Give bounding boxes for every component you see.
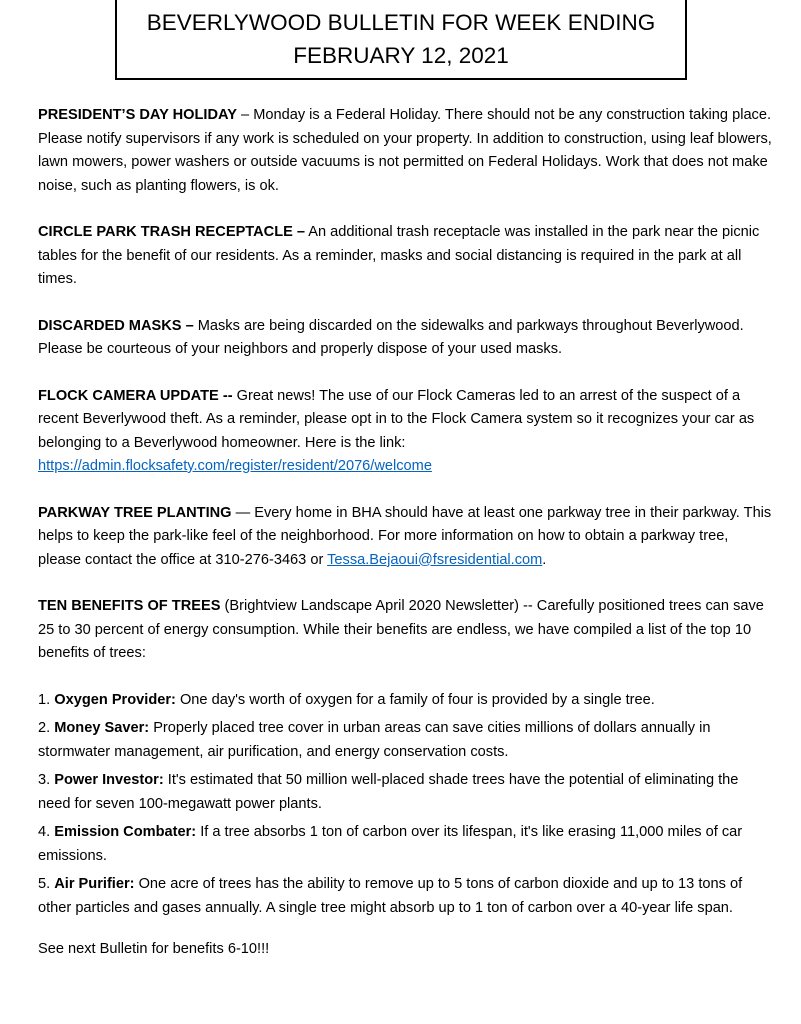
bulletin-title-box [115, 0, 687, 80]
benefit-item [38, 769, 773, 816]
section-body: Masks are being discarded on the sidewalks and parkways throughout Beverlywood. Please be courteous of your neighbors and properly dispose of your used masks. [38, 317, 744, 357]
section-body: – Monday is a Federal Holiday. There should not be any construction taking place. Please notify supervisors if any work is scheduled on your property. In addition to construction, using leaf blowers, lawn mowers, power washers or outside vacuums is not permitted on Federal Holidays. Work that does not make noise, such as planting flowers, is ok. [38, 107, 772, 194]
section-heading: DISCARDED MASKS – [38, 317, 194, 334]
section-body: Great news! The use of our Flock Cameras led to an arrest of the suspect of a recent Beverlywood theft. As a reminder, please opt in to the Flock Camera system so it recognizes your car as belonging to a Beverlywood homeowner. Here is the link: [38, 387, 755, 451]
section-presidents-day [38, 104, 773, 198]
section-ten-benefits [38, 595, 773, 666]
section-paragraph [38, 385, 773, 456]
benefits-list [38, 689, 773, 921]
bulletin-title-line2: FEBRUARY 12, 2021 [293, 43, 509, 68]
benefit-number: 4. [38, 824, 55, 840]
section-heading: PRESIDENT’S DAY HOLIDAY [38, 107, 237, 123]
bulletin-content [38, 104, 773, 976]
benefit-title: Money Saver: [54, 720, 150, 736]
benefit-number: 3. [38, 772, 55, 788]
benefit-text: One day's worth of oxygen for a family of four is provided by a single tree. [175, 691, 655, 708]
section-discarded-masks [38, 315, 773, 362]
benefit-title: Emission Combater: [54, 824, 197, 840]
flock-registration-link[interactable]: https://admin.flocksafety.com/register/resident/2076/welcome [38, 458, 432, 474]
section-trailing: . [542, 551, 547, 568]
benefit-text: Properly placed tree cover in urban areas can save cities millions of dollars annually in stormwater management, air purification, and energy conservation costs. [38, 720, 711, 760]
benefit-title: Power Investor: [54, 772, 164, 788]
section-body: (Brightview Landscape April 2020 Newsletter) -- Carefully positioned trees can save 25 to 30 percent of energy consumption. While their benefits are endless, we have compiled a list of the top 10 benefits of trees: [38, 598, 764, 661]
section-heading: CIRCLE PARK TRASH RECEPTACLE – [38, 224, 306, 240]
section-paragraph [38, 104, 773, 198]
benefit-title: Oxygen Provider: [54, 691, 176, 708]
section-circle-park [38, 221, 773, 292]
benefit-number: 5. [38, 876, 55, 892]
section-paragraph [38, 315, 773, 362]
benefit-title: Air Purifier: [54, 876, 135, 892]
flock-link-line [38, 455, 773, 479]
benefit-item [38, 717, 773, 764]
benefit-number: 1. [38, 691, 55, 708]
section-body: An additional trash receptacle was installed in the park near the picnic tables for the benefit of our residents. As a reminder, masks and social distancing is required in the park at all times. [38, 224, 760, 287]
benefit-text: One acre of trees has the ability to remove up to 5 tons of carbon dioxide and up to 13 tons of other particles and gases annually. A single tree might absorb up to 1 ton of carbon over a 40-year life span. [38, 876, 743, 916]
section-heading: PARKWAY TREE PLANTING [38, 504, 232, 521]
office-email-link[interactable]: Tessa.Bejaoui@fsresidential.com [327, 551, 543, 568]
footer-note: See next Bulletin for benefits 6-10!!! [38, 941, 270, 957]
section-paragraph [38, 221, 773, 292]
section-paragraph [38, 595, 773, 666]
section-parkway-tree [38, 502, 773, 573]
bulletin-title-line1: BEVERLYWOOD BULLETIN FOR WEEK ENDING [146, 10, 656, 35]
section-paragraph [38, 502, 773, 573]
section-heading: TEN BENEFITS OF TREES [38, 598, 221, 614]
benefit-text: If a tree absorbs 1 ton of carbon over its lifespan, it's like erasing 11,000 miles of car emissions. [38, 824, 743, 864]
section-heading: FLOCK CAMERA UPDATE -- [38, 387, 233, 404]
benefit-number: 2. [38, 720, 55, 736]
benefit-text: It's estimated that 50 million well-placed shade trees have the potential of eliminating the need for seven 100-megawatt power plants. [38, 772, 739, 812]
section-flock-camera [38, 385, 773, 479]
benefit-item [38, 873, 773, 920]
section-body: — Every home in BHA should have at least one parkway tree in their parkway. This helps to keep the park-like feel of the neighborhood. For more information on how to obtain a parkway tree, please contact the office at 310-276-3463 or [38, 504, 772, 568]
benefit-item [38, 689, 773, 713]
benefit-item [38, 821, 773, 868]
